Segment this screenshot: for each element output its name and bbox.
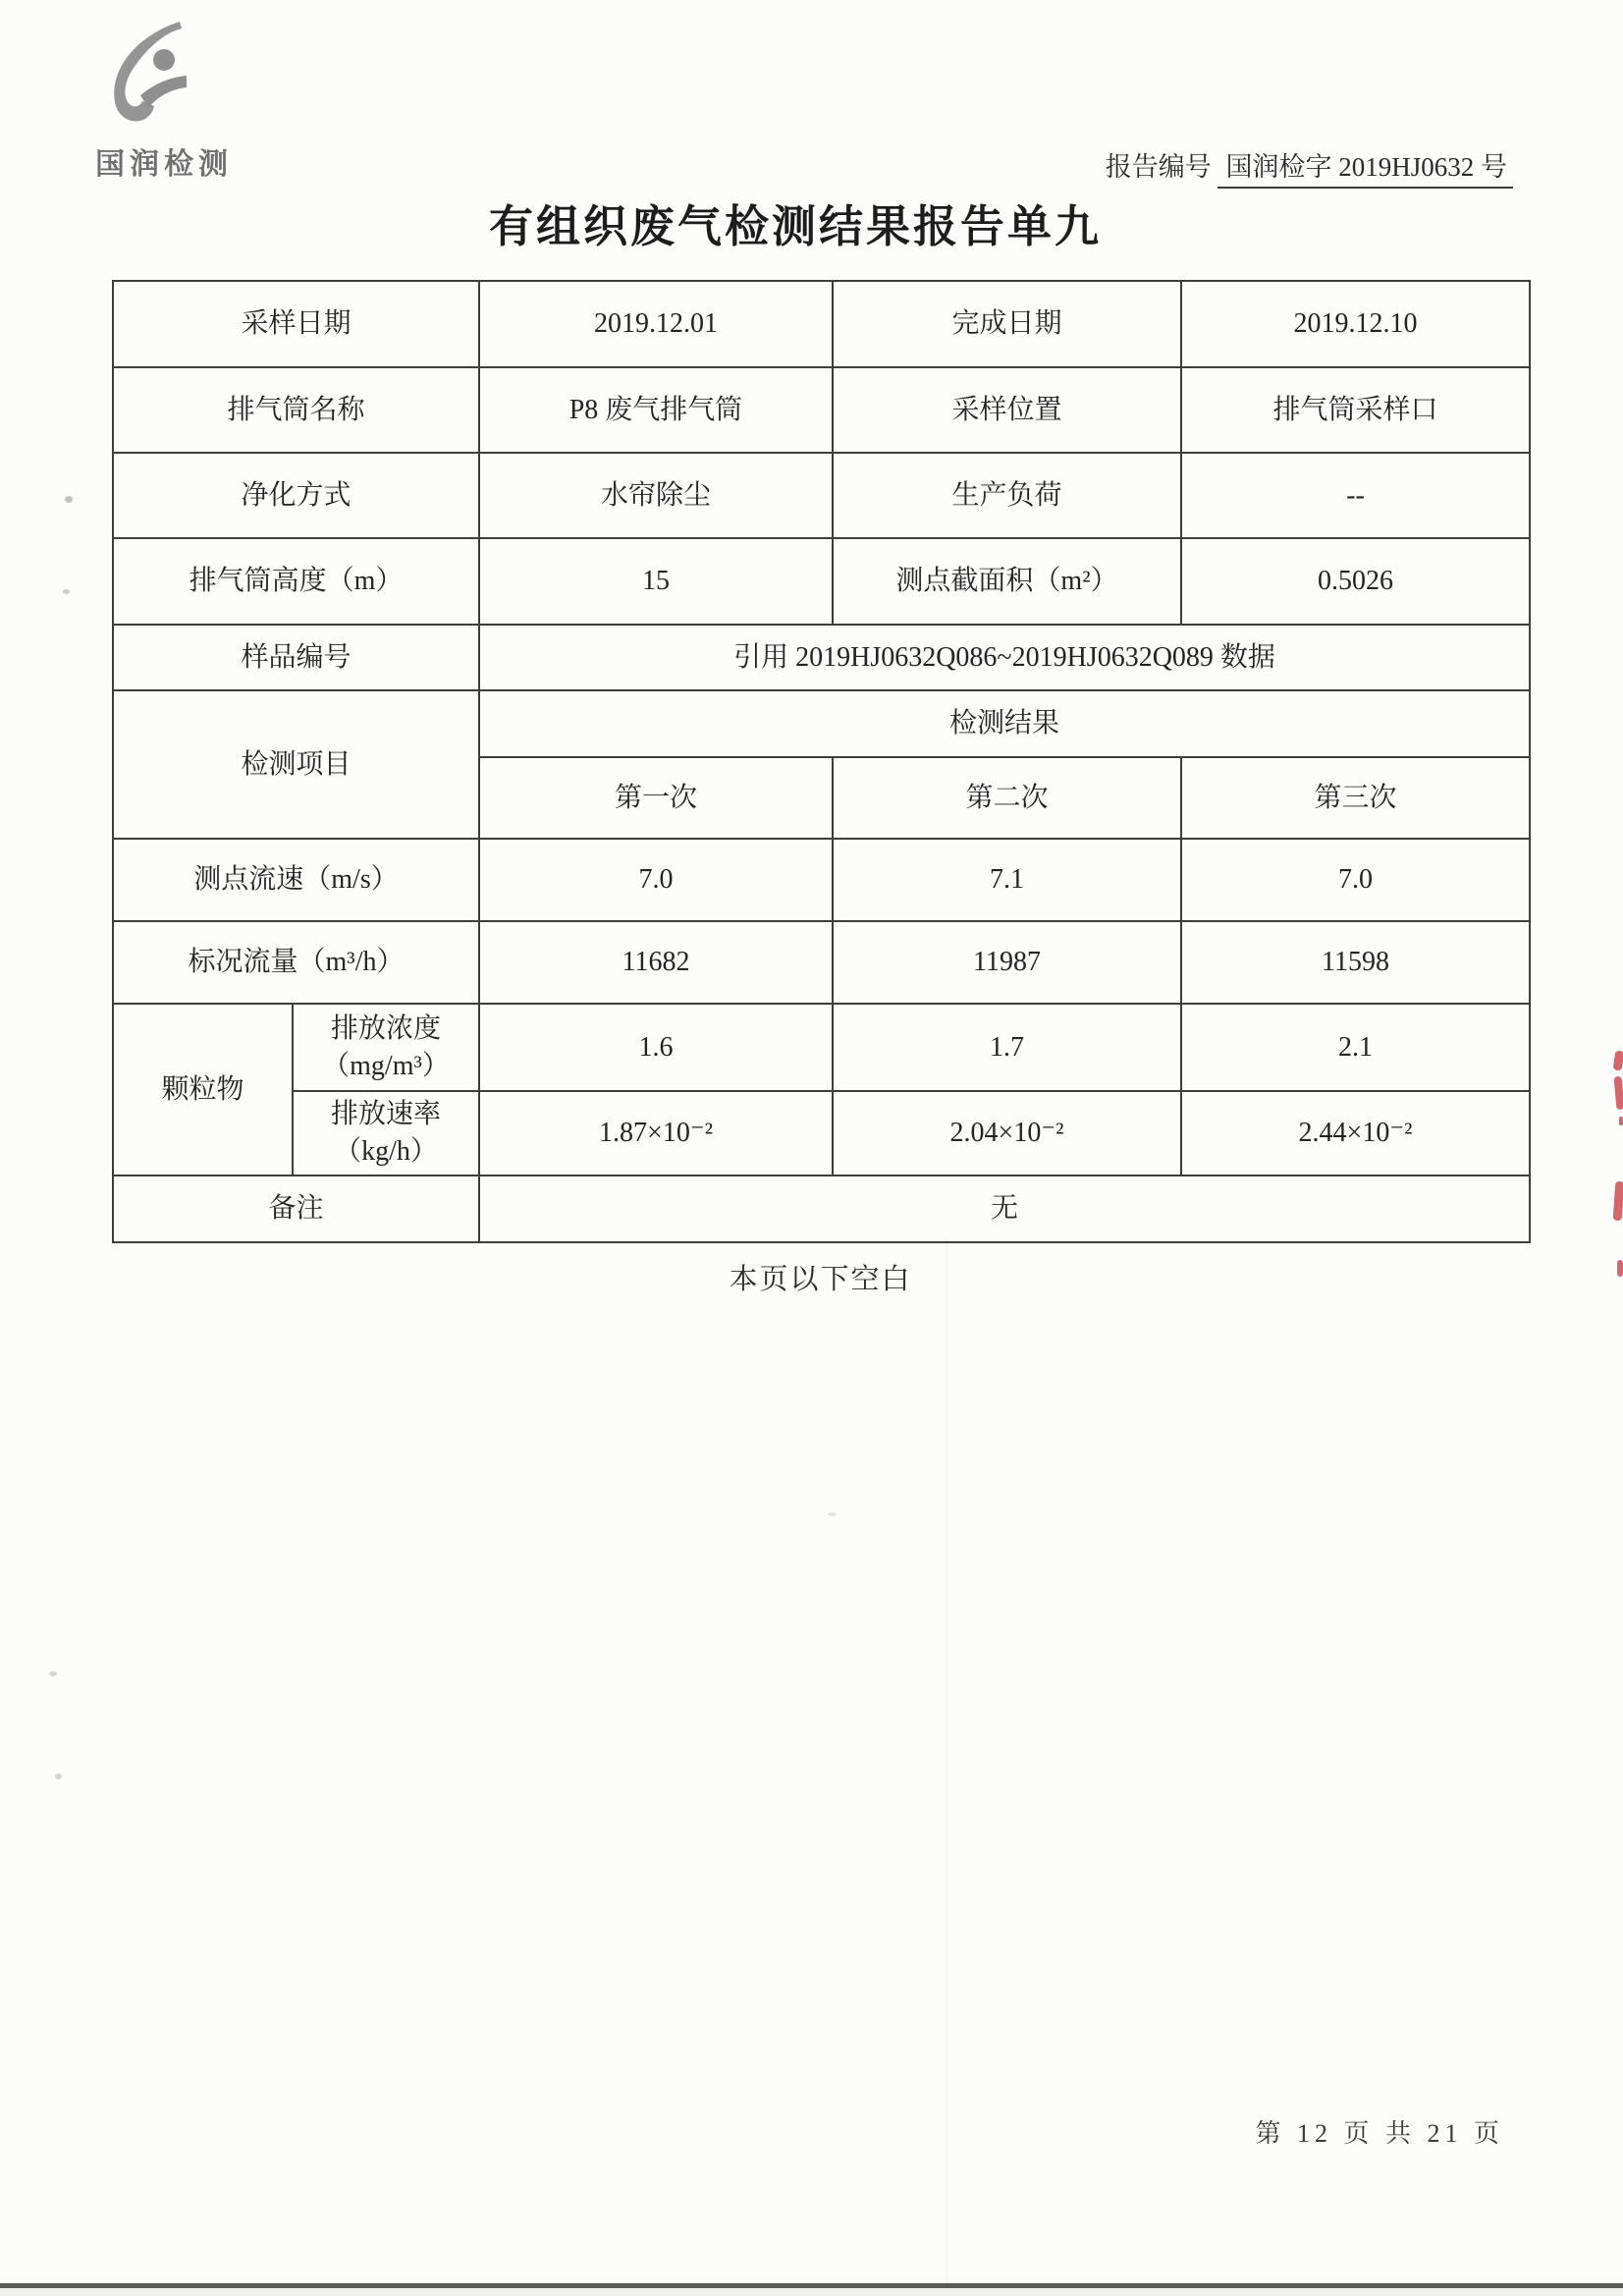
sampling-date-label: 采样日期 (113, 281, 479, 367)
scan-speck (49, 1671, 57, 1676)
remark-value: 无 (479, 1175, 1530, 1242)
completion-date-label: 完成日期 (833, 281, 1181, 367)
sampling-date-value: 2019.12.01 (479, 281, 833, 367)
report-number-label: 报告编号 (1105, 152, 1212, 182)
flow-velocity-run3: 7.0 (1181, 839, 1530, 921)
table-row (113, 690, 1530, 757)
standard-flow-run1: 11682 (479, 921, 833, 1004)
report-number-value: 国润检字 2019HJ0632 号 (1217, 152, 1513, 189)
emission-rate-run3: 2.44×10⁻² (1181, 1091, 1530, 1175)
table-row (113, 1004, 1530, 1091)
remark-label: 备注 (113, 1175, 479, 1242)
scan-fold-line (946, 1237, 947, 2296)
standard-flow-label: 标况流量（m³/h） (113, 921, 479, 1004)
emission-concentration-run3: 2.1 (1181, 1004, 1530, 1091)
emission-rate-label-line2: （kg/h） (334, 1136, 438, 1167)
emission-concentration-run2: 1.7 (833, 1004, 1181, 1091)
sampling-position-value: 排气筒采样口 (1181, 367, 1530, 453)
stack-height-label: 排气筒高度（m） (113, 538, 479, 625)
sample-id-value: 引用 2019HJ0632Q086~2019HJ0632Q089 数据 (479, 625, 1530, 690)
company-logo (93, 20, 241, 181)
scan-bottom-shadow (0, 2288, 1623, 2296)
table-row (113, 839, 1530, 921)
emission-rate-run1: 1.87×10⁻² (479, 1091, 833, 1175)
flow-velocity-run2: 7.1 (833, 839, 1181, 921)
page-title: 有组织废气检测结果报告单九 (488, 202, 1102, 251)
table-row (113, 453, 1530, 538)
emission-concentration-run1: 1.6 (479, 1004, 833, 1091)
emission-rate-run2: 2.04×10⁻² (833, 1091, 1181, 1175)
cross-section-label: 测点截面积（m²） (833, 538, 1181, 625)
sample-id-label: 样品编号 (113, 625, 479, 690)
scan-speck (828, 1512, 837, 1516)
results-table (112, 280, 1531, 1243)
table-row (113, 1091, 1530, 1175)
pollutant-name: 颗粒物 (113, 1004, 293, 1175)
table-row (113, 538, 1530, 625)
standard-flow-run3: 11598 (1181, 921, 1530, 1004)
table-row (113, 367, 1530, 453)
standard-flow-run2: 11987 (833, 921, 1181, 1004)
table-row (113, 921, 1530, 1004)
stamp-edge-mark (1619, 1117, 1623, 1125)
emission-concentration-label-line2: （mg/m³） (322, 1050, 450, 1081)
stamp-edge-mark (1613, 1050, 1623, 1070)
cross-section-value: 0.5026 (1181, 538, 1530, 625)
production-load-label: 生产负荷 (833, 453, 1181, 538)
run3-header: 第三次 (1181, 757, 1530, 839)
table-row (113, 1175, 1530, 1242)
emission-rate-label (293, 1091, 479, 1175)
scan-speck (65, 496, 73, 503)
test-result-header: 检测结果 (479, 690, 1530, 757)
emission-concentration-label (293, 1004, 479, 1091)
stack-name-value: P8 废气排气筒 (479, 367, 833, 453)
sampling-position-label: 采样位置 (833, 367, 1181, 453)
stack-height-value: 15 (479, 538, 833, 625)
emission-concentration-label-line1: 排放浓度 (331, 1012, 442, 1044)
stack-name-label: 排气筒名称 (113, 367, 479, 453)
blank-below-note: 本页以下空白 (729, 1264, 912, 1295)
stamp-edge-mark (1617, 1260, 1623, 1277)
purification-method-value: 水帘除尘 (479, 453, 833, 538)
test-item-header: 检测项目 (113, 690, 479, 839)
production-load-value: -- (1181, 453, 1530, 538)
purification-method-label: 净化方式 (113, 453, 479, 538)
stamp-edge-mark (1614, 1076, 1623, 1111)
flow-velocity-run1: 7.0 (479, 839, 833, 921)
page-number-indicator: 第 12 页 共 21 页 (1255, 2119, 1504, 2148)
emission-rate-label-line1: 排放速率 (331, 1099, 442, 1130)
scan-speck (63, 589, 70, 594)
table-row (113, 625, 1530, 690)
run1-header: 第一次 (479, 757, 833, 839)
stamp-edge-mark (1613, 1181, 1623, 1222)
completion-date-value: 2019.12.10 (1181, 281, 1530, 367)
table-row (113, 281, 1530, 367)
flow-velocity-label: 测点流速（m/s） (113, 839, 479, 921)
logo-company-name: 国润检测 (95, 148, 233, 181)
report-number-line (1106, 145, 1513, 184)
run2-header: 第二次 (833, 757, 1181, 839)
logo-swoosh-icon (93, 20, 221, 137)
scan-speck (55, 1774, 62, 1779)
